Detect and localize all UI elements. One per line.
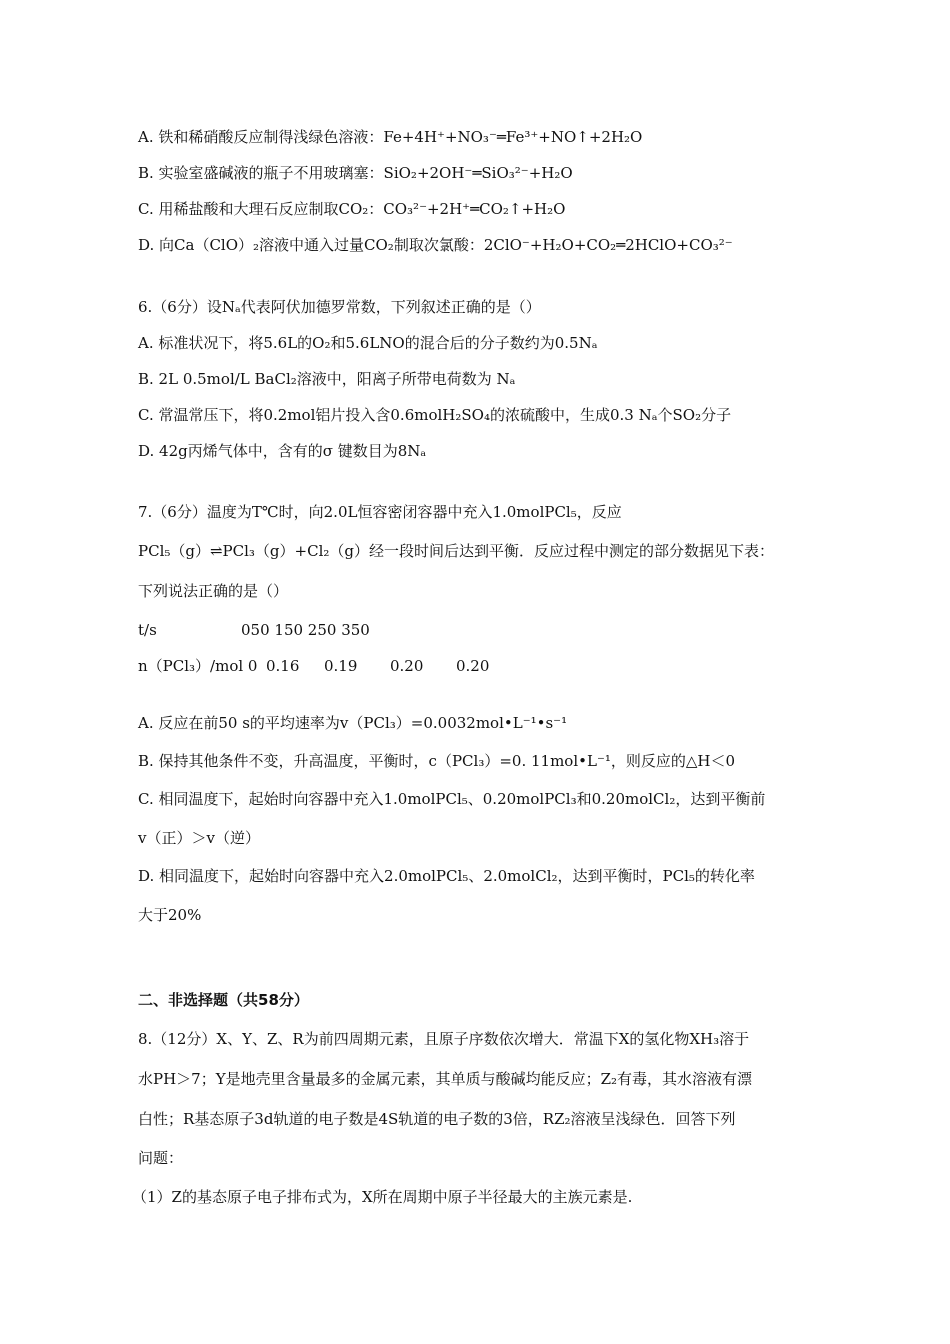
- q7-option-d-line2: 大于20%: [138, 906, 202, 924]
- table-cell: 0.20: [456, 657, 490, 675]
- section-heading: 二、非选择题（共58分）: [138, 991, 309, 1009]
- q7-option-c-line2: v（正）＞v（逆）: [138, 829, 260, 847]
- table-cell: 0.20: [390, 657, 424, 675]
- table-row-label: n（PCl₃）/mol 0: [138, 657, 258, 675]
- q6-option-d: D. 42g丙烯气体中，含有的σ 键数目为8Nₐ: [138, 442, 427, 460]
- q8-line1: 8.（12分）X、Y、Z、R为前四周期元素，且原子序数依次增大．常温下X的氢化物XH₃溶于: [138, 1030, 750, 1048]
- q8-subquestion-1: （1）Z的基态原子电子排布式为，X所在周期中原子半径最大的主族元素是.: [132, 1188, 633, 1206]
- q5-option-a: A. 铁和稀硝酸反应制得浅绿色溶液：Fe+4H⁺+NO₃⁻═Fe³⁺+NO↑+2H₂O: [138, 128, 643, 146]
- q7-stem-line2: PCl₅（g）⇌PCl₃（g）+Cl₂（g）经一段时间后达到平衡．反应过程中测定的部分数据见下表：: [138, 542, 774, 560]
- q7-option-b: B. 保持其他条件不变，升高温度，平衡时，c（PCl₃）=0. 11mol•L⁻¹，则反应的△H＜0: [138, 752, 736, 770]
- q7-option-d-line1: D. 相同温度下，起始时向容器中充入2.0molPCl₅、2.0molCl₂，达到平衡时，PCl₅的转化率: [138, 867, 755, 885]
- q5-option-d: D. 向Ca（ClO）₂溶液中通入过量CO₂制取次氯酸：2ClO⁻+H₂O+CO₂═2HClO+CO₃²⁻: [138, 236, 733, 254]
- q6-option-b: B. 2L 0.5mol/L BaCl₂溶液中，阳离子所带电荷数为 Nₐ: [138, 370, 516, 388]
- table-row-label: t/s: [138, 621, 157, 639]
- q6-option-c: C. 常温常压下，将0.2mol铝片投入含0.6molH₂SO₄的浓硫酸中，生成0.3 Nₐ个SO₂分子: [138, 406, 732, 424]
- table-row-values: 050 150 250 350: [241, 621, 370, 639]
- q5-option-c: C. 用稀盐酸和大理石反应制取CO₂：CO₃²⁻+2H⁺═CO₂↑+H₂O: [138, 200, 566, 218]
- table-cell: 0.19: [324, 657, 358, 675]
- q6-stem: 6.（6分）设Nₐ代表阿伏加德罗常数，下列叙述正确的是（）: [138, 298, 541, 316]
- q7-stem-line3: 下列说法正确的是（）: [138, 582, 289, 600]
- q8-line4: 问题：: [138, 1149, 184, 1167]
- q8-line2: 水PH＞7；Y是地壳里含量最多的金属元素，其单质与酸碱均能反应；Z₂有毒，其水溶液有漂: [138, 1070, 753, 1088]
- q6-option-a: A. 标准状况下，将5.6L的O₂和5.6LNO的混合后的分子数约为0.5Nₐ: [138, 334, 598, 352]
- q7-option-c-line1: C. 相同温度下，起始时向容器中充入1.0molPCl₅、0.20molPCl₃和0.20molCl₂，达到平衡前: [138, 790, 766, 808]
- q7-table-row-pcl3: [138, 656, 489, 676]
- q5-option-b: B. 实验室盛碱液的瓶子不用玻璃塞：SiO₂+2OH⁻═SiO₃²⁻+H₂O: [138, 164, 573, 182]
- q7-option-a: A. 反应在前50 s的平均速率为v（PCl₃）=0.0032mol•L⁻¹•s⁻¹: [138, 714, 568, 732]
- table-cell: 0.16: [266, 657, 300, 675]
- q7-stem-line1: 7.（6分）温度为T℃时，向2.0L恒容密闭容器中充入1.0molPCl₅，反应: [138, 503, 622, 521]
- q7-table-row-time: [138, 620, 370, 640]
- q8-line3: 白性；R基态原子3d轨道的电子数是4S轨道的电子数的3倍，RZ₂溶液呈浅绿色．回答下列: [138, 1110, 736, 1128]
